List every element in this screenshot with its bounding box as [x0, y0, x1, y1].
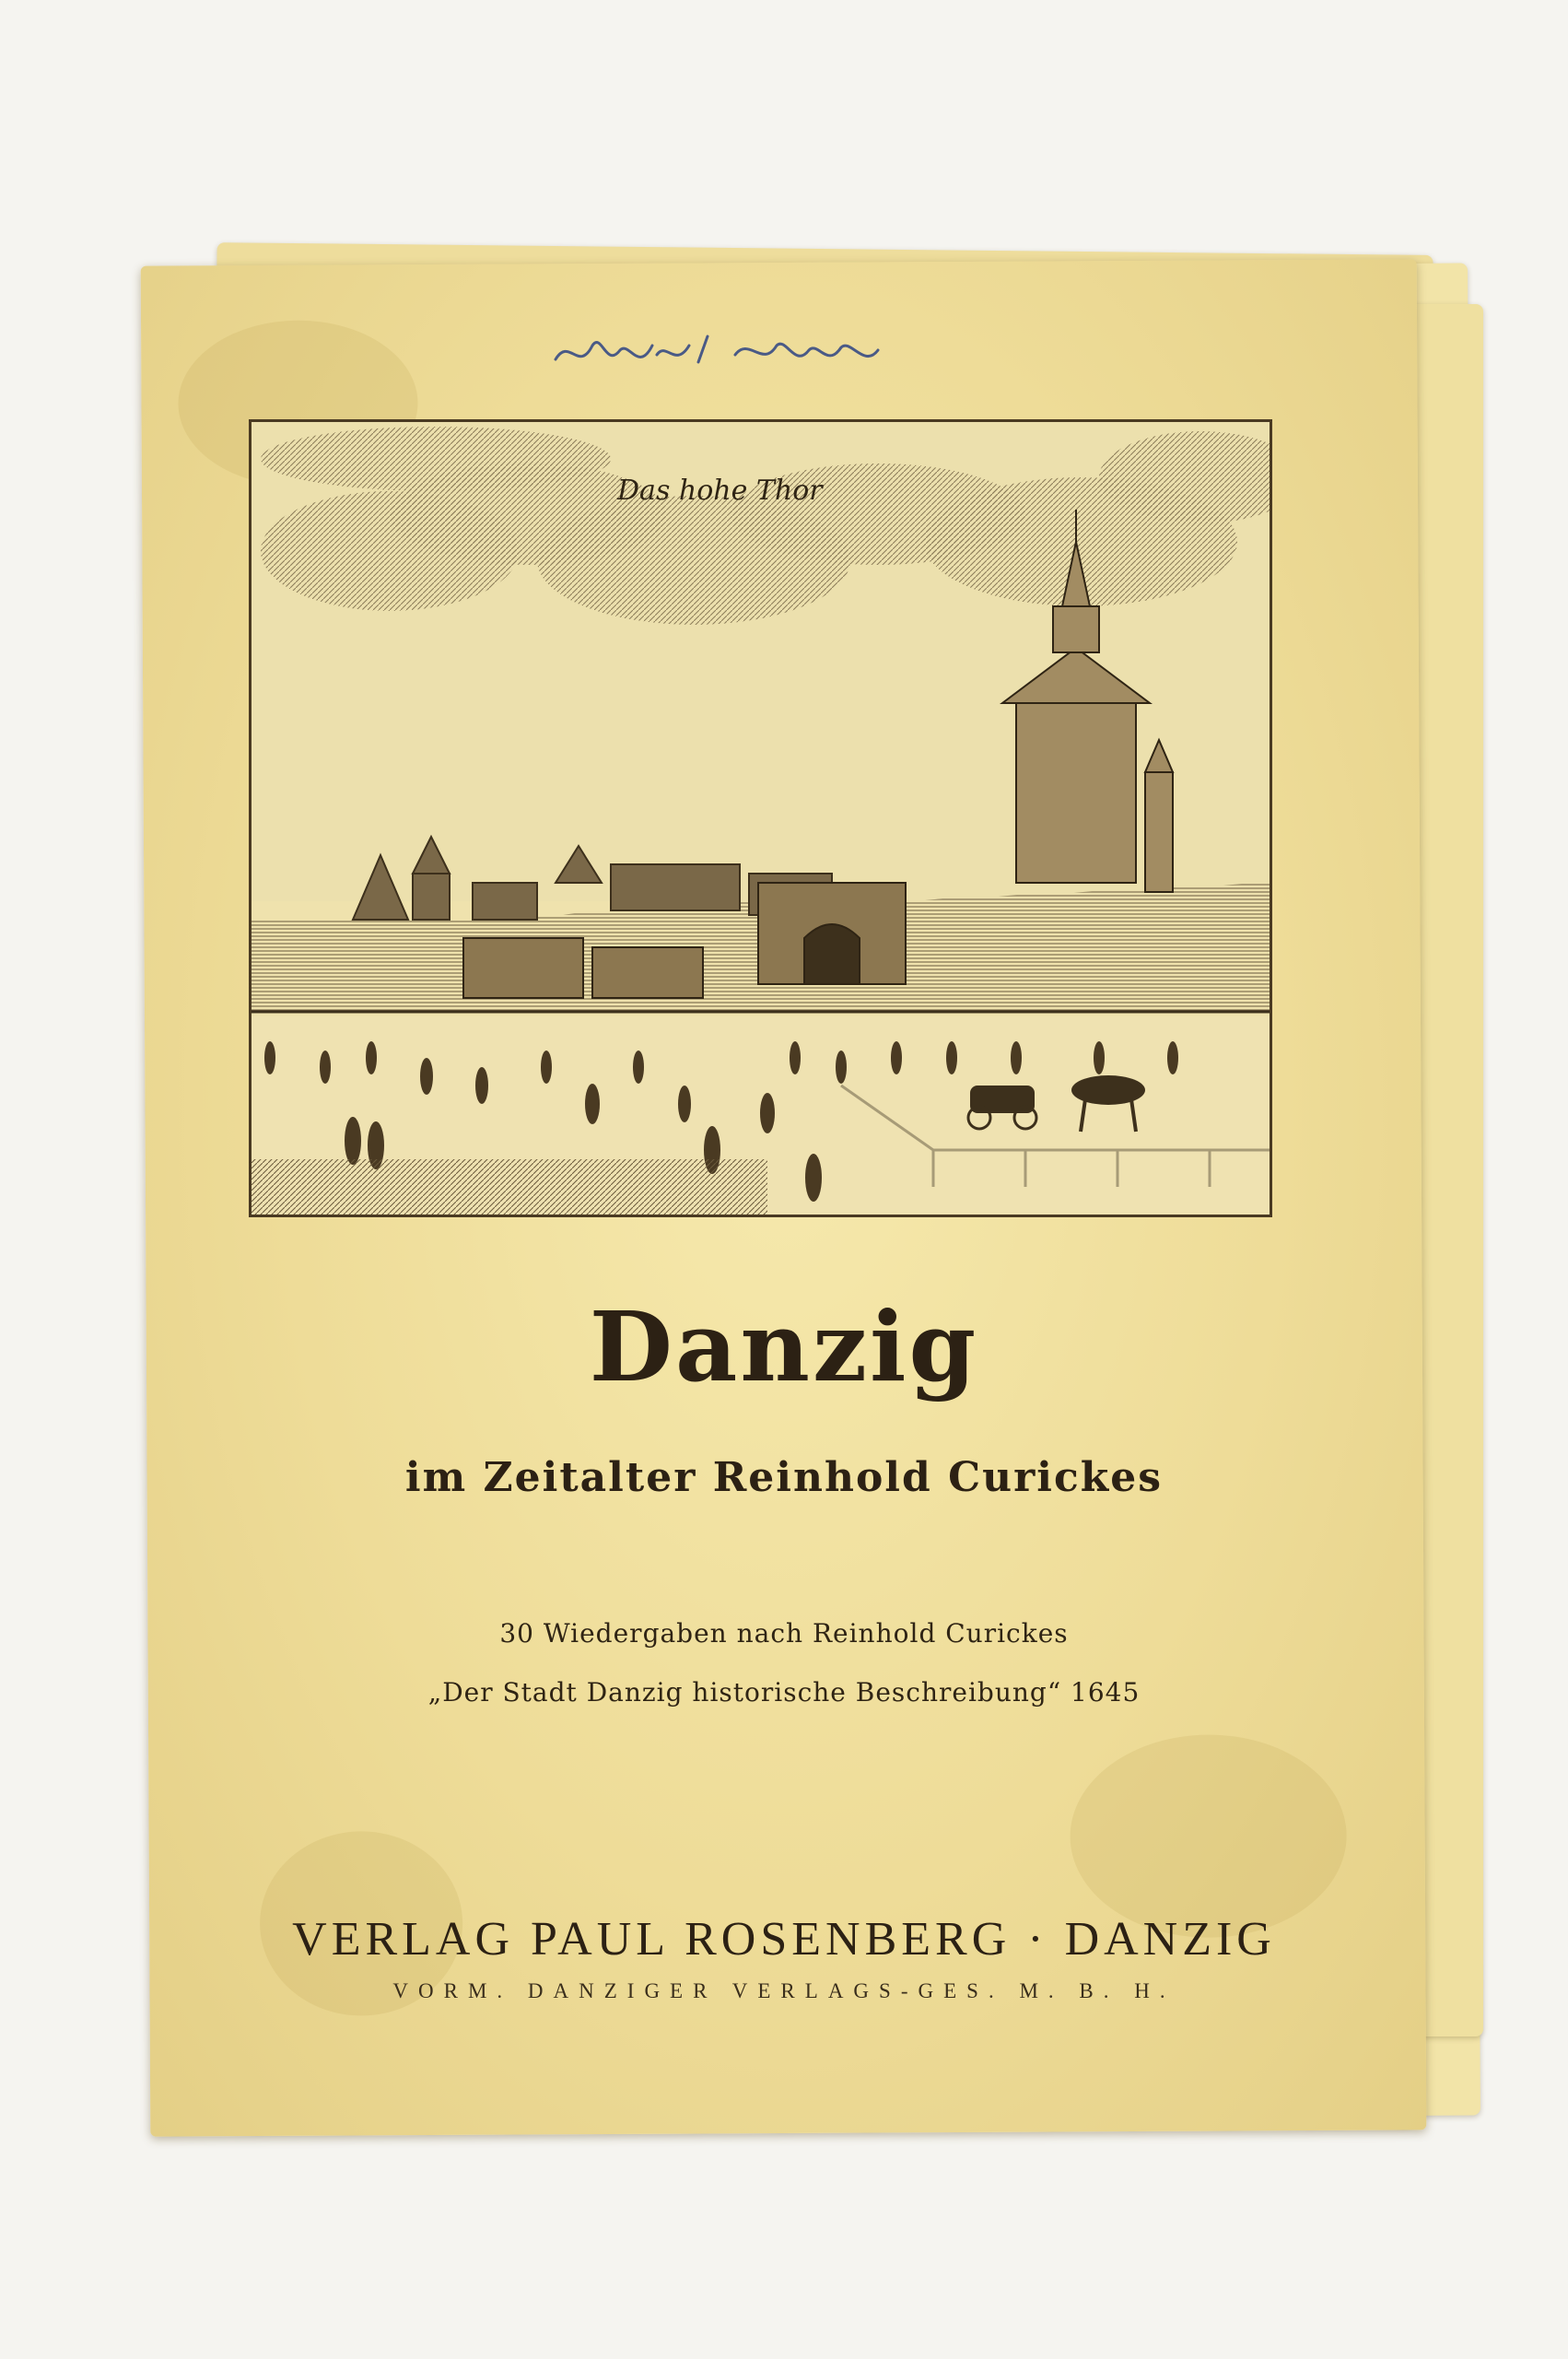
paper-stain [1070, 1734, 1347, 1939]
publisher-name: VERLAG PAUL ROSENBERG · DANZIG [292, 1913, 1276, 1966]
publisher-former-name: VORM. DANZIGER VERLAGS-GES. M. B. H. [392, 1979, 1176, 2002]
engraving-das-hohe-thor [249, 419, 1272, 1217]
cover-note-line-2: „Der Stadt Danzig historische Beschreibung“ 1645 [427, 1677, 1141, 1708]
cover-subtitle: im Zeitalter Reinhold Curickes [404, 1454, 1164, 1501]
engraving-illustration [252, 422, 1270, 1215]
plate-caption: Das hohe Thor [617, 475, 823, 507]
handwritten-note [551, 318, 901, 392]
cover-title: Danzig [589, 1290, 979, 1403]
cover-note-line-1: 30 Wiedergaben nach Reinhold Curickes [499, 1618, 1069, 1649]
